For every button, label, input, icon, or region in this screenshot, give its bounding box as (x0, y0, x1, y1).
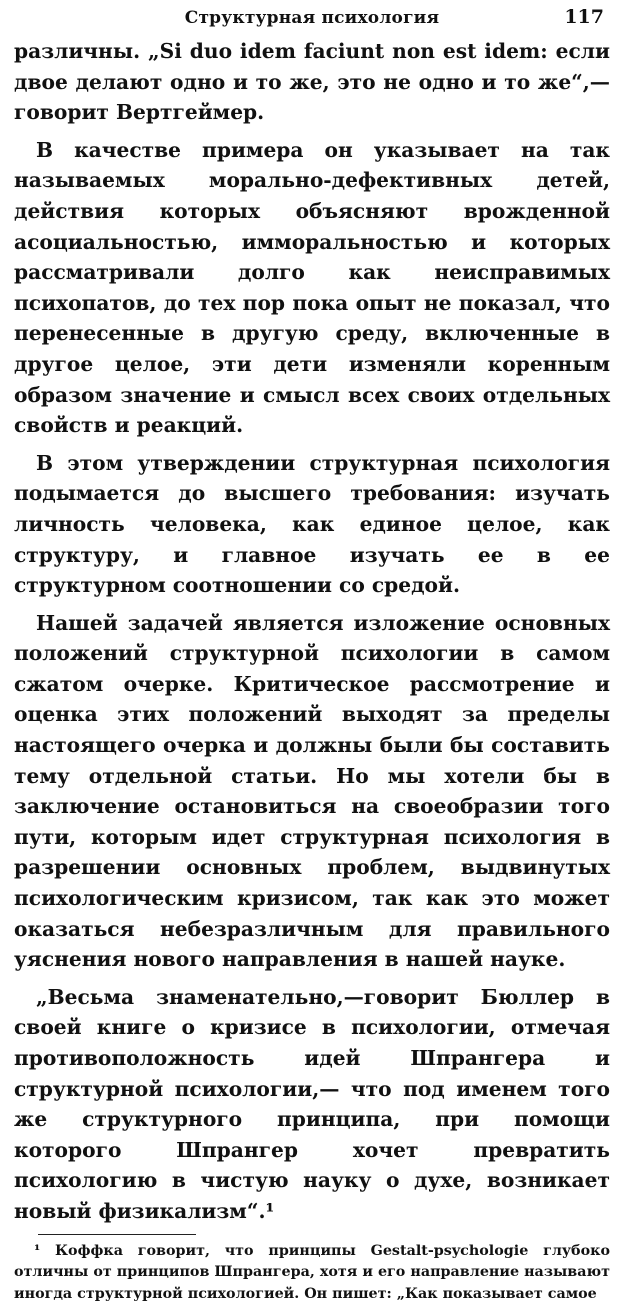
running-title: Структурная психология (184, 8, 440, 28)
footnote-divider (38, 1234, 196, 1235)
page-header (14, 6, 610, 34)
main-text (14, 36, 610, 1227)
paragraph: „Весьма знаменательно,—говорит Бюллер в своей книге о кризисе в психологии, отмечая противоположность идей Шпрангера и структурной психологии,— что под именем того же структурного принципа, при помощи которого Шпрангер хочет превратить психологию в чистую науку о духе, возникает новый физикализм“.¹ (14, 984, 610, 1223)
paragraph: В качестве примера он указывает на так называемых морально-дефективных детей, действия которых объясняют врожденной асоциальностью, имморальностью и которых рассматривали долго как неисправимых психопатов, до тех пор пока опыт не показал, что перенесенные в другую среду, включенные в другое целое, эти дети изменяли коренным образом значение и смысл всех своих отдельных свойств и реакций. (14, 137, 610, 438)
paragraph: различны. „Si duo idem faciunt non est idem: если двое делают одно и то же, это не одно и то же“,—говорит Вертгеймер. (14, 39, 610, 125)
page-number: 117 (564, 6, 604, 28)
footnote: ¹ Коффка говорит, что принципы Gestalt-psychologie глубоко отличны от принципов Шпрангера, хотя и его направление называют иногда структурной психологией. Он пишет: „Как показывает самое (14, 1242, 610, 1302)
paragraph: В этом утверждении структурная психология подымается до высшего требования: изучать личность человека, как единое целое, как структуру, и главное изучать ее в ее структурном соотношении со средой. (14, 450, 610, 598)
paragraph: Нашей задачей является изложение основных положений структурной психологии в самом сжатом очерке. Критическое рассмотрение и оценка этих положений выходят за пределы настоящего очерка и должны были бы составить тему отдельной статьи. Но мы хотели бы в заключение остановиться на своеобразии того пути, которым идет структурная психология в разрешении основных проблем, выдвинутых психологическим кризисом, так как это может оказаться небезразличным для правильного уяснения нового направления в нашей науке. (14, 610, 610, 972)
